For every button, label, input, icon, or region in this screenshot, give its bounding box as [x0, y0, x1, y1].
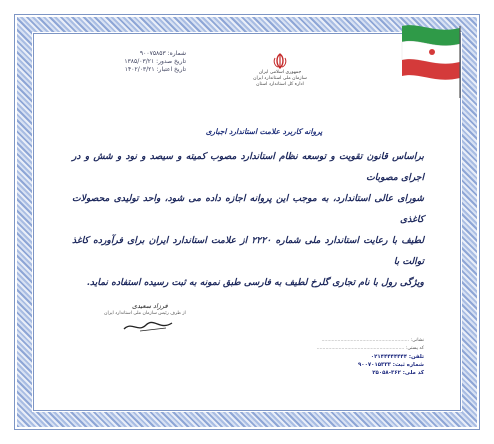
postal-code-line: کد پستی: ............................................................	[316, 346, 424, 351]
body-line: براساس قانون تقویت و توسعه نظام استاندارد مصوب کمیته و سیصد و نود و شش و در اجرای مصوبات	[72, 151, 424, 183]
certificate-title: پروانه کاربرد علامت استاندارد اجباری	[205, 127, 323, 136]
expiry-date: تاریخ اعتبار: ۱۴۰۲/۰۳/۲۱	[124, 66, 186, 74]
body-line: ویژگی رول با نام تجاری گلرخ لطیف به فارسی طبق نمونه به ثبت رسیده استفاده نماید.	[86, 277, 424, 288]
signature-icon	[120, 319, 180, 335]
org-line-1: جمهوری اسلامی ایران	[258, 70, 302, 75]
address-line: نشانی: ............................................................	[321, 338, 424, 343]
emblem-icon	[271, 52, 289, 70]
org-line-2: سازمان ملی استاندارد ایران	[253, 76, 307, 81]
body-line: لطیف با رعایت استاندارد ملی شماره ۲۲۲۰ از علامت استاندارد ایران برای فرآورده کاغذ توالت با	[72, 235, 424, 267]
certificate-meta	[66, 50, 186, 75]
certificate-body	[72, 146, 424, 293]
body-line: شورای عالی استاندارد، به موجب این پروانه اجازه داده می شود، واحد تولیدی محصولات کاغذی	[72, 193, 424, 225]
registration-line: شماره ثبت: ۹۰۰۷۰۱۵۳۳۳	[358, 362, 424, 368]
certificate-number: شماره: ۹۰۰۷۵۸۵۳	[139, 50, 186, 57]
signatory-role: از طرف رئیس سازمان ملی استاندارد ایران	[104, 311, 186, 316]
national-code-line: کد ملی: ۳۶۲-۲۵۰۵۸	[372, 370, 424, 376]
signatory-name: فرزاد سعیدی	[132, 302, 168, 310]
issue-date: تاریخ صدور: ۱۳۸۵/۰۳/۲۱	[124, 58, 186, 66]
phone-line: تلفن: ۰۲۱۴۴۴۴۴۴۴۴	[370, 354, 424, 360]
org-line-3: اداره کل استاندارد استان	[256, 82, 304, 87]
emblem-block	[250, 52, 310, 88]
certificate	[14, 14, 480, 430]
flag-icon	[396, 20, 470, 98]
signature-block	[80, 302, 200, 362]
contact-details	[184, 337, 424, 377]
